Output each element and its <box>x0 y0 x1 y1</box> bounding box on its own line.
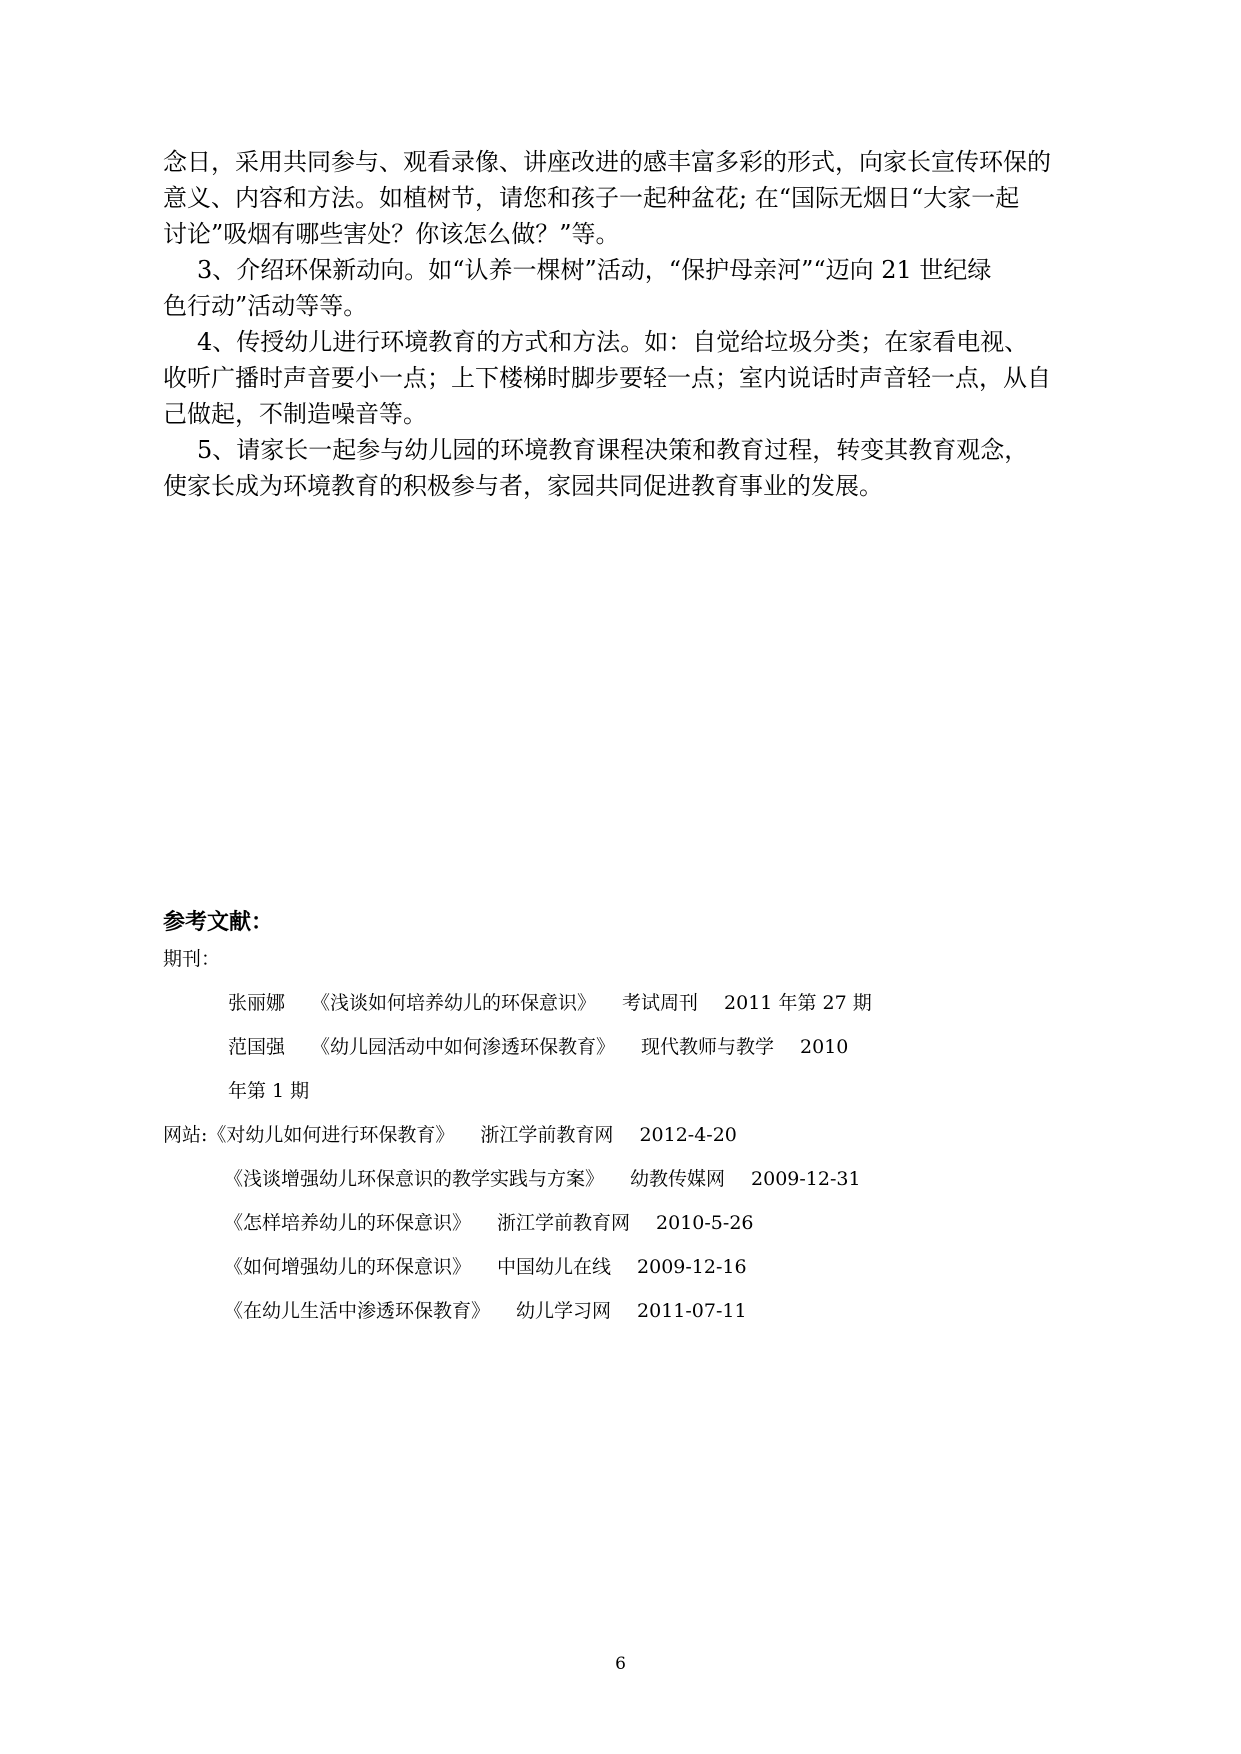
body-text-line: 念日，采用共同参与、观看录像、讲座改进的感丰富多彩的形式，向家长宣传环保的 <box>163 148 1051 176</box>
reference-title: 《浅谈如何培养幼儿的环保意识》 <box>311 992 597 1014</box>
reference-source: 现代教师与教学 <box>641 1036 775 1058</box>
reference-source: 幼教传媒网 <box>630 1168 726 1190</box>
reference-title: 《怎样培养幼儿的环保意识》 <box>224 1212 472 1234</box>
body-text-line: 讨论”吸烟有哪些害处？你该怎么做？”等。 <box>163 220 620 248</box>
reference-title: 《在幼儿生活中渗透环保教育》 <box>224 1300 491 1322</box>
website-reference <box>224 1254 747 1280</box>
reference-date: 2011-07-11 <box>637 1300 747 1322</box>
reference-source: 幼儿学习网 <box>516 1300 612 1322</box>
website-reference <box>224 1298 747 1324</box>
journals-label: 期刊： <box>163 948 221 970</box>
body-text-line: 色行动”活动等等。 <box>163 292 368 320</box>
body-text-line: 4、传授幼儿进行环境教育的方式和方法。如：自觉给垃圾分类；在家看电视、 <box>197 328 1029 356</box>
body-text-line: 意义、内容和方法。如植树节，请您和孩子一起种盆花; 在“国际无烟日“大家一起 <box>163 184 1020 212</box>
body-text-line: 3、介绍环保新动向。如“认养一棵树”活动，“保护母亲河”“迈向 21 世纪绿 <box>197 256 992 284</box>
journal-reference <box>228 1034 848 1060</box>
reference-date: 2010-5-26 <box>656 1212 754 1234</box>
reference-date: 2011 年第 27 期 <box>724 992 872 1014</box>
reference-source: 中国幼儿在线 <box>497 1256 612 1278</box>
website-reference <box>163 1122 737 1148</box>
journal-reference <box>228 990 872 1016</box>
reference-author: 张丽娜 <box>228 992 286 1014</box>
reference-title: 《幼儿园活动中如何渗透环保教育》 <box>311 1036 616 1058</box>
reference-author: 范国强 <box>228 1036 286 1058</box>
reference-date: 2009-12-16 <box>637 1256 747 1278</box>
website-reference <box>224 1210 754 1236</box>
websites-label: 网站: <box>163 1124 208 1146</box>
reference-source: 考试周刊 <box>622 992 699 1014</box>
website-reference <box>224 1166 861 1192</box>
body-text-line: 使家长成为环境教育的积极参与者，家园共同促进教育事业的发展。 <box>163 472 883 500</box>
reference-source: 浙江学前教育网 <box>497 1212 631 1234</box>
reference-source: 浙江学前教育网 <box>480 1124 614 1146</box>
reference-date: 2012-4-20 <box>639 1124 737 1146</box>
reference-date: 2010 <box>800 1036 849 1058</box>
reference-title: 《对幼儿如何进行环保教育》 <box>207 1124 455 1146</box>
reference-title: 《如何增强幼儿的环保意识》 <box>224 1256 472 1278</box>
journal-reference-continuation: 年第 1 期 <box>228 1080 310 1102</box>
body-text-line: 收听广播时声音要小一点；上下楼梯时脚步要轻一点；室内说话时声音轻一点，从自 <box>163 364 1051 392</box>
page-number: 6 <box>615 1654 626 1674</box>
body-text-line: 5、请家长一起参与幼儿园的环境教育课程决策和教育过程，转变其教育观念， <box>197 436 1029 464</box>
references-heading: 参考文献： <box>163 910 274 935</box>
body-text-line: 己做起，不制造噪音等。 <box>163 400 427 428</box>
reference-title: 《浅谈增强幼儿环保意识的教学实践与方案》 <box>224 1168 605 1190</box>
reference-date: 2009-12-31 <box>751 1168 861 1190</box>
